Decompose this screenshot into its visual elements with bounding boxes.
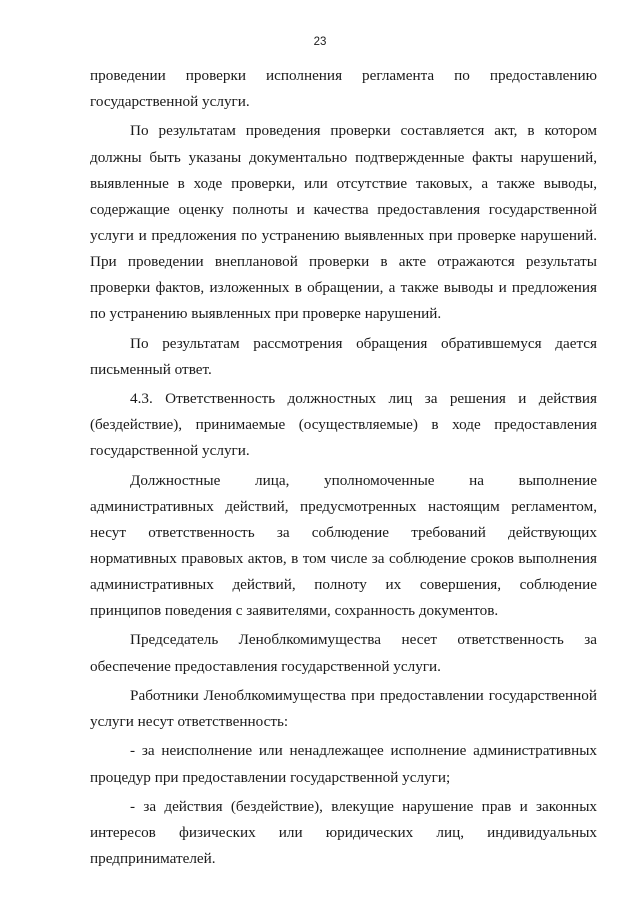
text-line: услуги и предложения по устранению выявленных при проверке нарушений.	[90, 226, 597, 244]
text-line: предпринимателей.	[90, 850, 216, 868]
text-line: (бездействие), принимаемые (осуществляемые) в ходе предоставления	[90, 416, 597, 434]
text-line: - за неисполнение или ненадлежащее исполнение административных	[130, 742, 597, 760]
text-line: услуги несут ответственность:	[90, 713, 289, 731]
text-line: проверки фактов, изложенных в обращении, а также выводы и предложения	[90, 279, 597, 297]
text-line: По результатам проведения проверки составляется акт, в котором	[130, 122, 597, 140]
text-line: 4.3. Ответственность должностных лиц за решения и действия	[130, 390, 597, 408]
paragraph	[90, 63, 597, 115]
paragraph	[90, 683, 597, 735]
text-line: процедур при предоставлении государственной услуги;	[90, 768, 451, 786]
page-number: 23	[313, 36, 327, 48]
text-line: интересов физических или юридических лиц, индивидуальных	[90, 824, 597, 841]
paragraph	[90, 386, 597, 464]
text-line: по устранению выявленных при проверке нарушений.	[90, 305, 442, 323]
text-line: выявленные в ходе проверки, или отсутствие таковых, а также выводы,	[90, 174, 597, 192]
paragraph	[90, 794, 597, 872]
paragraph	[90, 118, 597, 327]
text-line: Должностные лица, уполномоченные на выполнение	[130, 471, 597, 489]
text-line: государственной услуги.	[90, 93, 250, 111]
paragraph	[90, 627, 597, 679]
text-line: административных действий, полноту их совершения, соблюдение	[90, 575, 597, 593]
paragraph	[90, 468, 597, 625]
text-line: несут ответственность за соблюдение требований действующих	[90, 523, 597, 541]
text-line: При проведении внеплановой проверки в акте отражаются результаты	[90, 252, 597, 270]
text-line: - за действия (бездействие), влекущие нарушение прав и законных	[130, 797, 597, 815]
paragraph	[90, 738, 597, 790]
text-line: должны быть указаны документально подтвержденные факты нарушений,	[90, 148, 597, 166]
text-line: проведении проверки исполнения регламента по предоставлению	[90, 67, 597, 84]
text-line: обеспечение предоставления государственной услуги.	[90, 657, 441, 675]
text-line: принципов поведения с заявителями, сохранность документов.	[90, 602, 499, 620]
paragraph	[90, 331, 597, 383]
text-line: административных действий, предусмотренных настоящим регламентом,	[90, 497, 597, 515]
text-line: содержащие оценку полноты и качества предоставления государственной	[90, 200, 597, 218]
document-body	[90, 63, 597, 872]
text-line: государственной услуги.	[90, 442, 250, 460]
text-line: Председатель Леноблкомимущества несет ответственность за	[130, 631, 597, 649]
text-line: Работники Леноблкомимущества при предоставлении государственной	[130, 686, 597, 704]
text-line: По результатам рассмотрения обращения обратившемуся дается	[130, 334, 597, 352]
text-line: письменный ответ.	[90, 360, 212, 378]
text-line: нормативных правовых актов, в том числе за соблюдение сроков выполнения	[90, 549, 597, 567]
